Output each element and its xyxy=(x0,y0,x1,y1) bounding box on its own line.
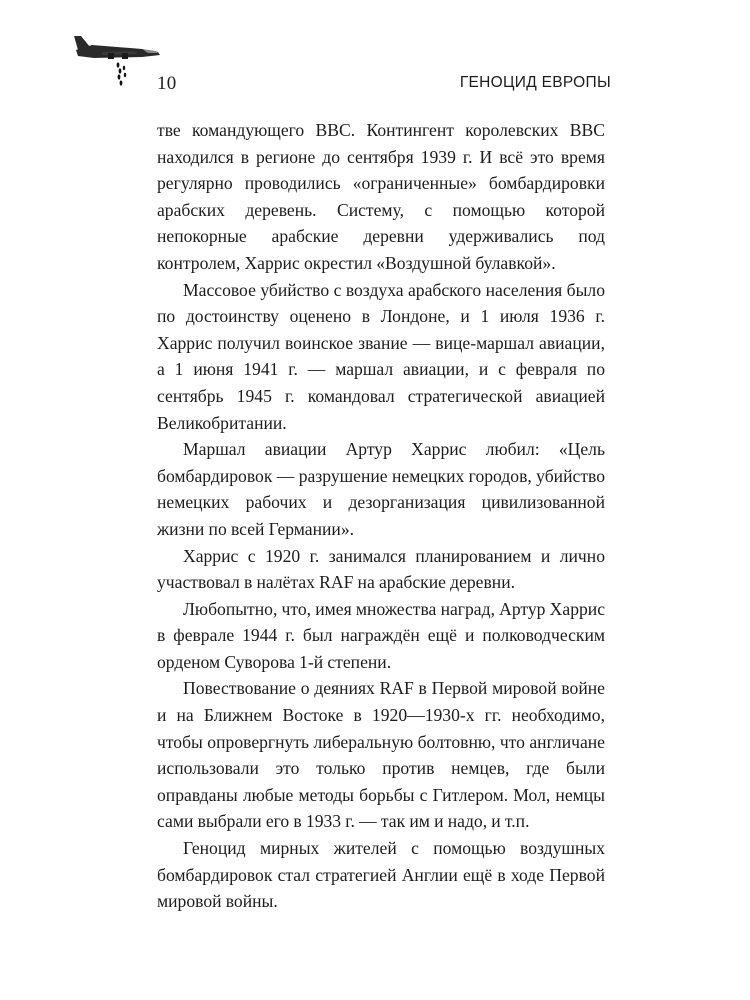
paragraph: Геноцид мирных жителей с помощью воздушных бомбардировок стал стратегией Англии ещё в ходе Первой мировой войны. xyxy=(157,838,605,912)
paragraph: Повествование о деяниях RAF в Первой мировой войне и на Ближнем Востоке в 1920—1930-х гг. необходимо, чтобы опровергнуть либеральную болтовню, что англичане использовали это только против немцев, где были оправданы любые методы борьбы с Гитлером. Мол, немцы сами выбрали его в 1933 г. — так им и надо, и т.п. xyxy=(157,678,605,832)
paragraph: Харрис с 1920 г. занимался планированием и лично участвовал в налётах RAF на арабские деревни. xyxy=(157,545,605,593)
paragraph: Любопытно, что, имея множества наград, Артур Харрис в феврале 1944 г. был награждён ещё и полководческим орденом Суворова 1-й степени. xyxy=(157,598,606,672)
page-number: 10 xyxy=(157,73,177,94)
paragraph: Маршал авиации Артур Харрис любил: «Цель бомбардировок — разрушение немецких городов, убийство немецких рабочих и дезорганизация цивилизованной жизни по всей Германии». xyxy=(157,439,605,539)
bomber-plane-icon xyxy=(72,30,164,88)
paragraph: Массовое убийство с воздуха арабского населения было по достоинству оценено в Лондоне, и 1 июля 1936 г. Харрис получил воинское звание — вице-маршал авиации, а 1 июня 1941 г. — маршал авиации, и с февраля по сентябрь 1945 г. командовал стратегической авиацией Великобритании. xyxy=(157,279,605,433)
running-title: ГЕНОЦИД ЕВРОПЫ xyxy=(459,74,611,91)
paragraph: тве командующего ВВС. Контингент королевских ВВС находился в регионе до сентября 1939 г. И всё это время регулярно проводились «ограниченные» бомбардировки арабских деревень. Систему, с помощью которой непокорные арабские деревни удерживались под контролем, Харрис окрестил «Воздушной булавкой». xyxy=(157,120,605,273)
body-text xyxy=(157,117,605,915)
